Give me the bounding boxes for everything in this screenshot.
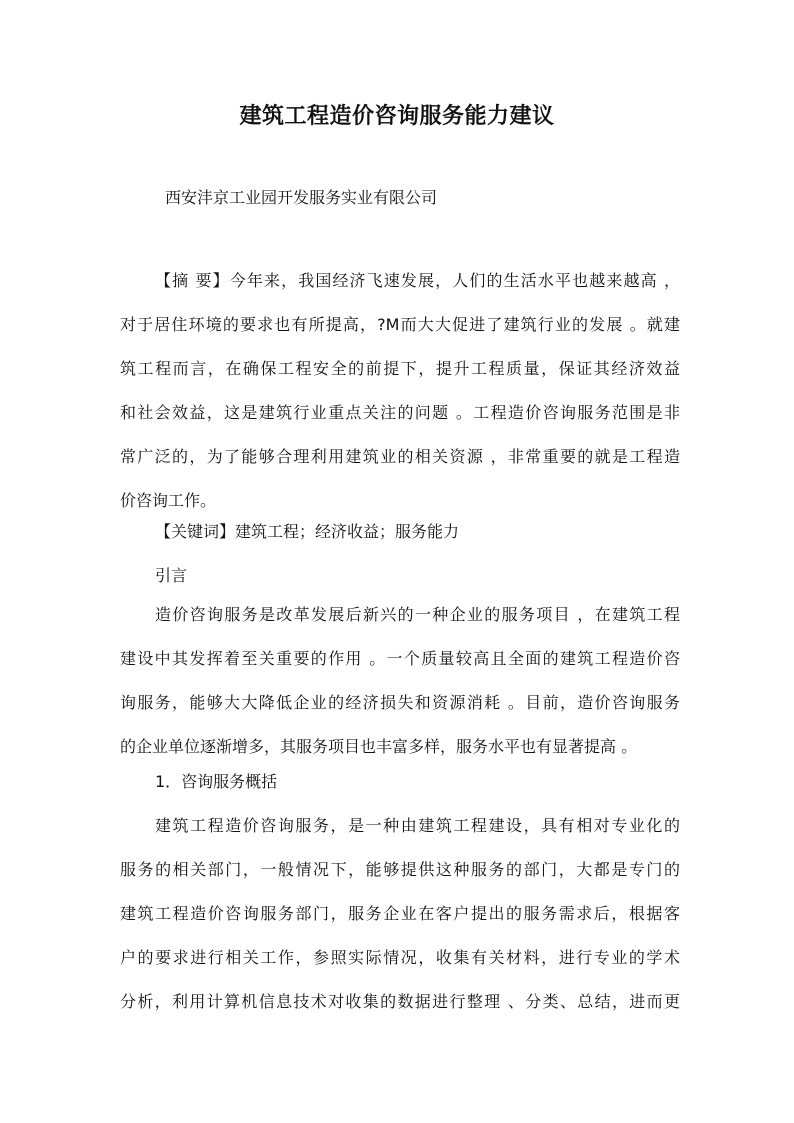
body-line: 分析，利用计算机信息技术对收集的数据进行整理 、分类、总结，进而更 — [120, 992, 680, 1011]
abstract-line: 常广泛的，为了能够合理利用建筑业的相关资源 ，非常重要的就是工程造 — [120, 447, 680, 466]
body-line: 户的要求进行相关工作，参照实际情况，收集有关材料，进行专业的学术 — [120, 948, 680, 967]
section-heading-1: 1．咨询服务概括 — [155, 772, 278, 791]
body-line: 建设中其发挥着至关重要的作用 。一个质量较高且全面的建筑工程造价咨 — [120, 649, 680, 668]
abstract-line: 筑工程而言，在确保工程安全的前提下，提升工程质量，保证其经济效益 — [120, 359, 680, 378]
author-organization: 西安沣京工业园开发服务实业有限公司 — [165, 188, 438, 207]
abstract-line: 【摘 要】今年来，我国经济飞速发展，人们的生活水平也越来越高 ， — [155, 271, 680, 290]
body-line: 造价咨询服务是改革发展后新兴的一种企业的服务项目 ，在建筑工程 — [155, 605, 680, 624]
body-line: 建筑工程造价咨询服务部门，服务企业在客户提出的服务需求后，根据客 — [120, 904, 680, 923]
body-line: 建筑工程造价咨询服务，是一种由建筑工程建设，具有相对专业化的 — [155, 816, 680, 835]
abstract-line: 价咨询工作。 — [120, 491, 217, 510]
abstract-line: 和社会效益，这是建筑行业重点关注的问题 。工程造价咨询服务范围是非 — [120, 403, 680, 422]
body-line: 服务的相关部门，一般情况下，能够提供这种服务的部门，大都是专门的 — [120, 860, 680, 879]
section-heading-introduction: 引言 — [155, 566, 188, 585]
abstract-line: 对于居住环境的要求也有所提高，?M而大大促进了建筑行业的发展 。就建 — [120, 315, 680, 334]
document-title: 建筑工程造价咨询服务能力建议 — [239, 104, 555, 129]
body-line: 询服务，能够大大降低企业的经济损失和资源消耗 。目前，造价咨询服务 — [120, 693, 680, 712]
body-line: 的企业单位逐渐增多，其服务项目也丰富多样，服务水平也有显著提高 。 — [120, 737, 638, 756]
keywords-line: 【关键词】建筑工程；经济收益；服务能力 — [155, 522, 460, 541]
